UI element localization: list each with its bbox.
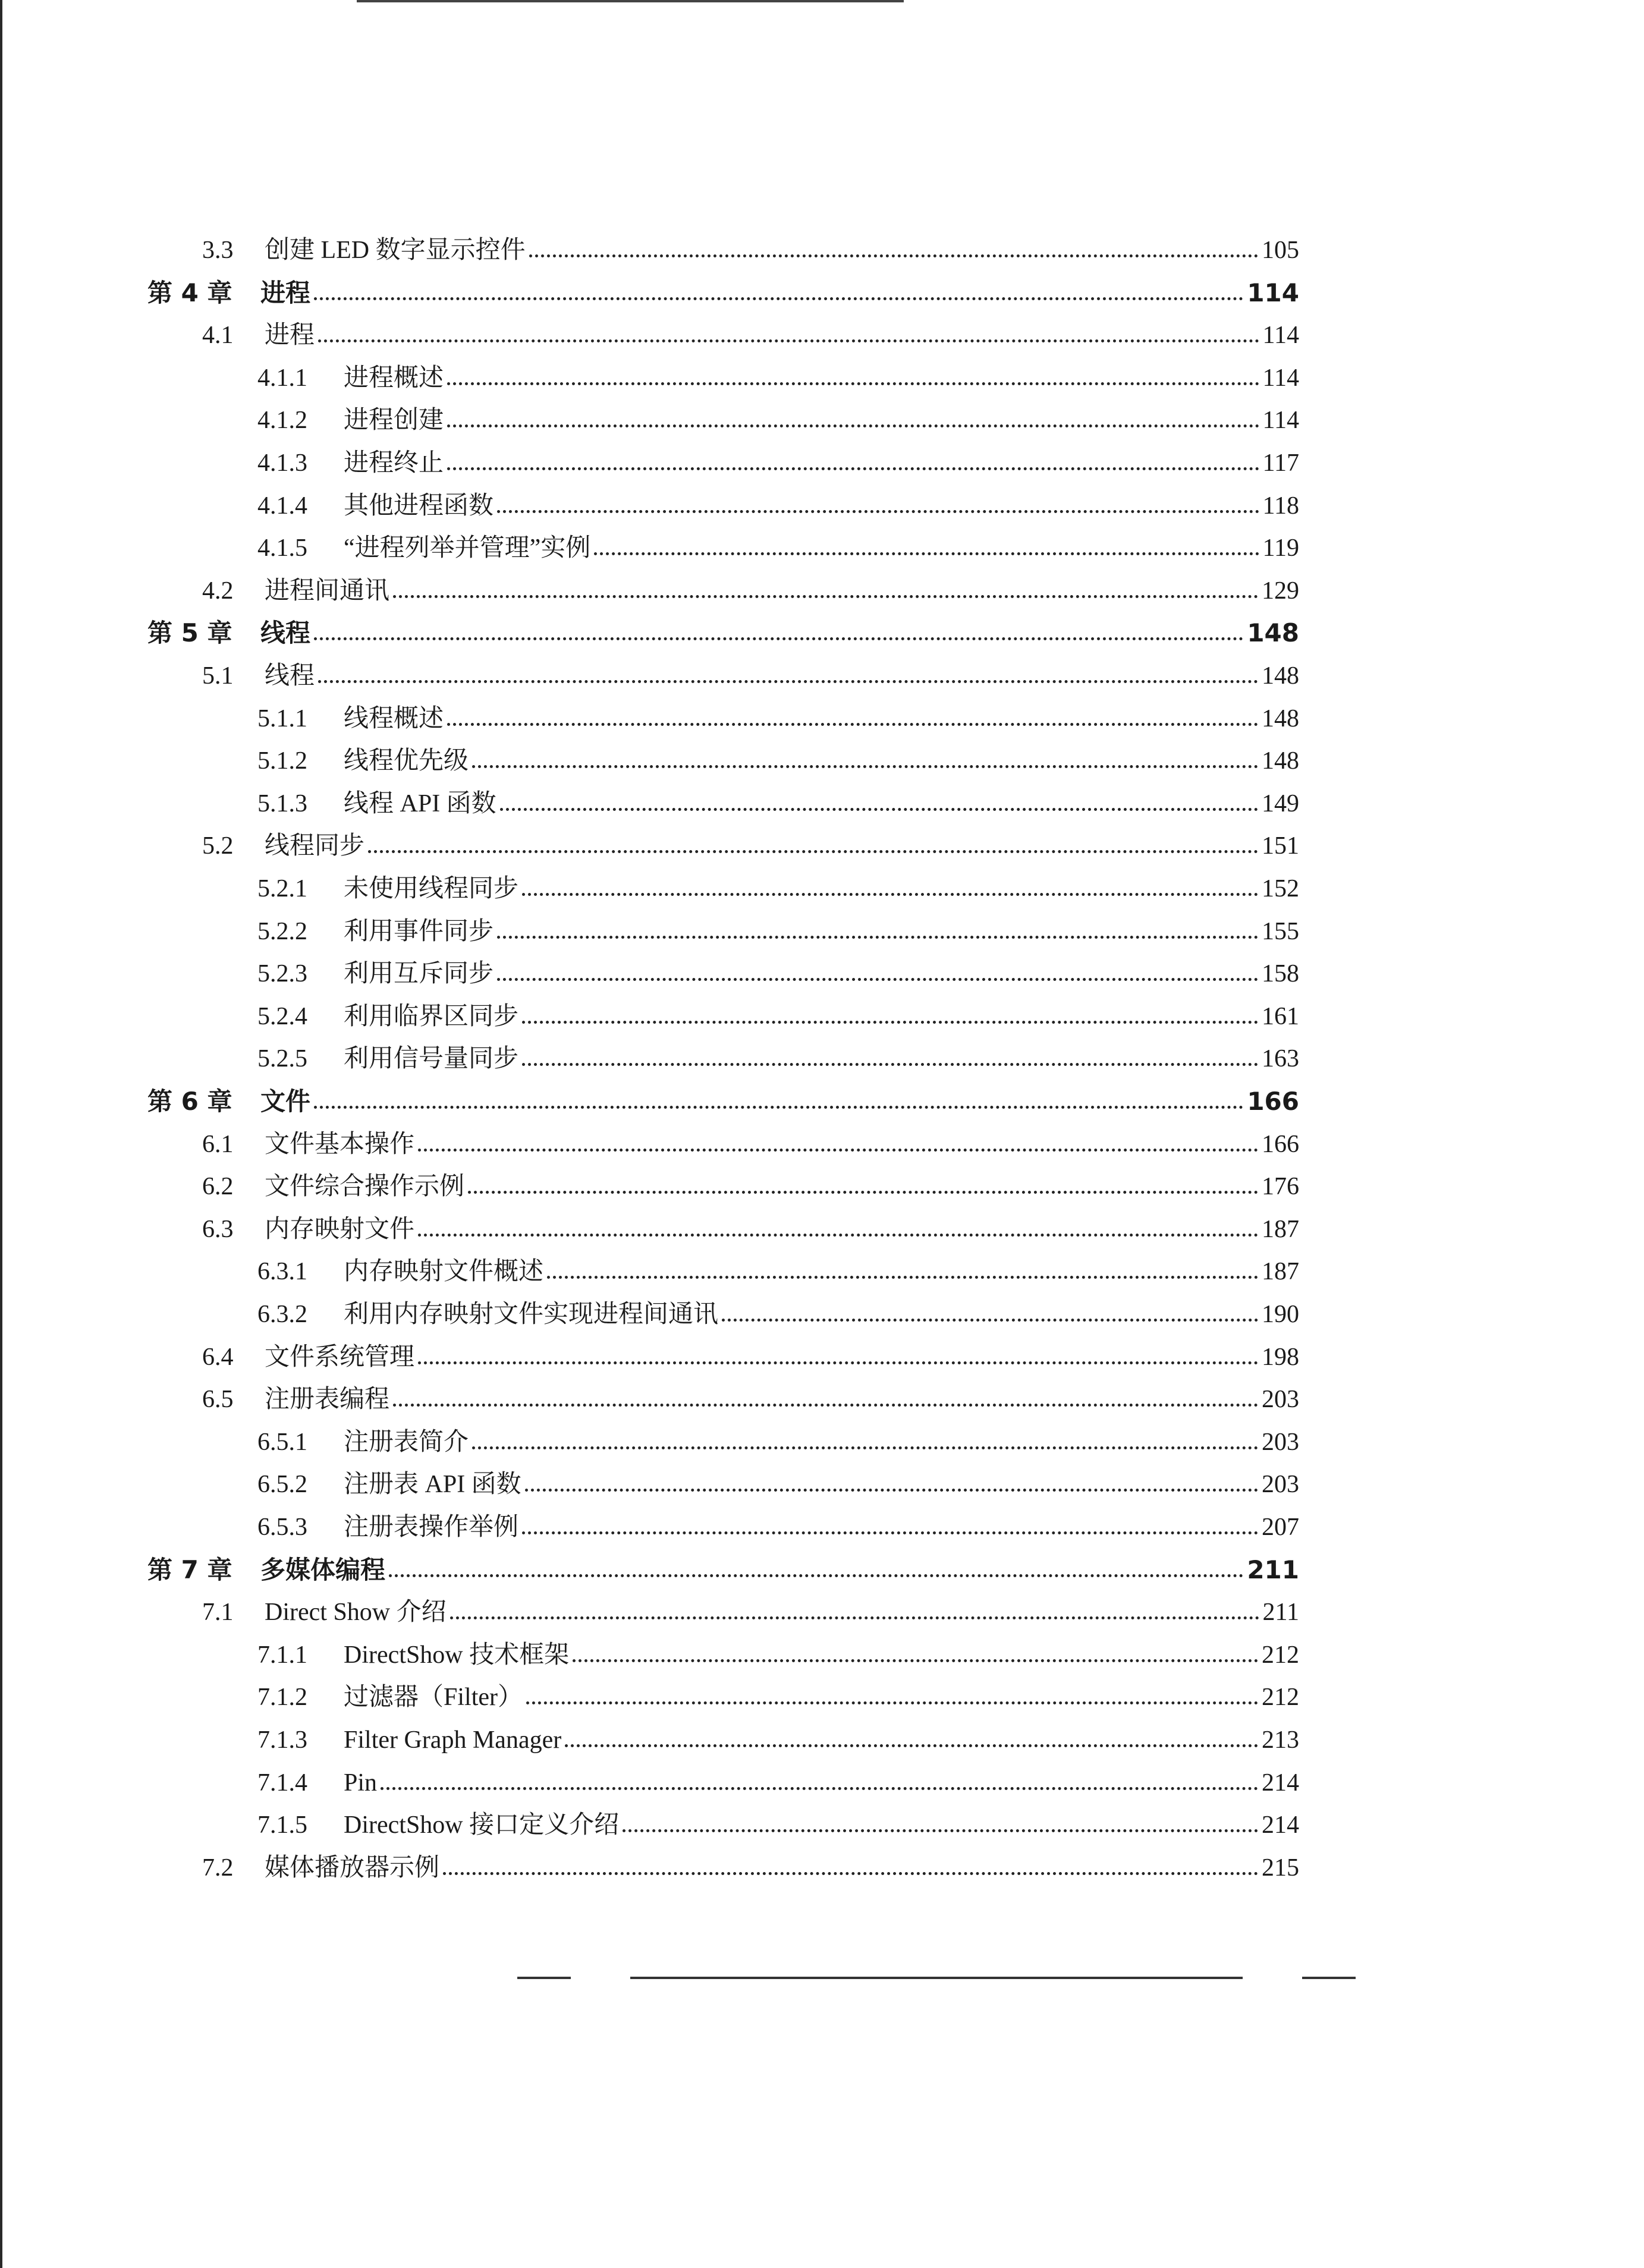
- toc-entry-sub: [0, 390, 1299, 433]
- toc-entry-page-number: 207: [1262, 1514, 1299, 1541]
- toc-dot-leader: [522, 893, 1258, 896]
- toc-dot-leader: [418, 1149, 1258, 1152]
- toc-entry-number: 3.3: [202, 237, 234, 264]
- toc-entry-number: 5.1.2: [257, 747, 307, 775]
- toc-entry-section: [0, 1838, 1299, 1880]
- toc-dot-leader: [447, 424, 1259, 427]
- toc-dot-leader: [314, 297, 1243, 300]
- toc-entry-number: 第 6 章: [147, 1087, 232, 1116]
- toc-entry-section: [0, 1327, 1299, 1370]
- toc-entry-page-number: 163: [1262, 1045, 1299, 1073]
- toc-entry-chapter: [0, 263, 1299, 306]
- toc-entry-number: 4.1: [202, 322, 234, 350]
- toc-entry-section: [0, 1156, 1299, 1199]
- toc-entry-title: 利用信号量同步: [344, 1045, 519, 1073]
- toc-entry-number: 5.2.5: [257, 1045, 307, 1073]
- toc-entry-sub: [0, 518, 1299, 561]
- toc-entry-number: 6.5.1: [257, 1428, 307, 1456]
- toc-entry-sub: [0, 476, 1299, 518]
- toc-entry-title: 注册表编程: [265, 1386, 390, 1414]
- toc-entry-section: [0, 646, 1299, 688]
- toc-entry-sub: [0, 858, 1299, 901]
- toc-entry-number: 6.3.2: [257, 1301, 307, 1328]
- scan-artifact-top-line: [357, 0, 904, 2]
- toc-entry-number: 第 5 章: [147, 618, 232, 648]
- scan-artifact-bottom-line: [1302, 1977, 1356, 1979]
- toc-entry-sub: [0, 1412, 1299, 1455]
- toc-dot-leader: [522, 1063, 1258, 1066]
- toc-dot-leader: [565, 1744, 1258, 1747]
- toc-dot-leader: [450, 1616, 1259, 1619]
- toc-entry-title: 文件: [260, 1087, 311, 1116]
- toc-entry-title: 线程优先级: [344, 747, 469, 775]
- toc-dot-leader: [447, 467, 1259, 470]
- toc-entry-page-number: 148: [1247, 618, 1299, 648]
- toc-entry-sub: [0, 1753, 1299, 1795]
- toc-entry-page-number: 129: [1262, 577, 1299, 605]
- toc-entry-page-number: 166: [1262, 1130, 1299, 1158]
- toc-entry-number: 4.1.2: [257, 407, 307, 435]
- toc-dot-leader: [497, 936, 1258, 939]
- toc-entry-page-number: 187: [1262, 1215, 1299, 1243]
- toc-entry-number: 7.1.3: [257, 1726, 307, 1754]
- toc-entry-sub: [0, 1284, 1299, 1327]
- toc-entry-chapter: [0, 603, 1299, 646]
- toc-entry-sub: [0, 1667, 1299, 1710]
- toc-entry-title: 进程终止: [344, 449, 444, 477]
- toc-entry-title: 利用事件同步: [344, 917, 494, 945]
- toc-entry-sub: [0, 1625, 1299, 1668]
- toc-dot-leader: [526, 1701, 1258, 1704]
- toc-entry-page-number: 158: [1262, 960, 1299, 988]
- toc-dot-leader: [418, 1361, 1258, 1364]
- toc-entry-page-number: 211: [1262, 1599, 1299, 1627]
- toc-entry-number: 5.2.1: [257, 875, 307, 902]
- toc-entry-sub: [0, 688, 1299, 731]
- toc-entry-title: DirectShow 技术框架: [344, 1641, 570, 1669]
- toc-entry-sub: [0, 348, 1299, 391]
- toc-entry-sub: [0, 731, 1299, 773]
- toc-dot-leader: [443, 1872, 1258, 1875]
- toc-entry-page-number: 148: [1262, 662, 1299, 690]
- toc-dot-leader: [497, 510, 1259, 513]
- toc-entry-page-number: 198: [1262, 1343, 1299, 1371]
- toc-entry-page-number: 213: [1262, 1726, 1299, 1754]
- toc-entry-sub: [0, 901, 1299, 944]
- toc-dot-leader: [623, 1829, 1258, 1832]
- toc-entry-number: 4.1.4: [257, 492, 307, 520]
- toc-entry-title: 利用内存映射文件实现进程间通讯: [344, 1301, 719, 1328]
- toc-entry-sub: [0, 986, 1299, 1029]
- toc-entry-title: 进程: [260, 278, 311, 307]
- toc-entry-title: 文件系统管理: [265, 1343, 415, 1371]
- toc-dot-leader: [447, 382, 1259, 385]
- toc-dot-leader: [573, 1659, 1258, 1662]
- toc-entry-number: 4.1.3: [257, 449, 307, 477]
- toc-entry-page-number: 212: [1262, 1641, 1299, 1669]
- toc-dot-leader: [314, 637, 1243, 640]
- toc-entry-page-number: 114: [1262, 407, 1299, 435]
- toc-dot-leader: [418, 1234, 1258, 1237]
- toc-entry-number: 6.4: [202, 1343, 234, 1371]
- scan-artifact-bottom-line: [630, 1977, 1243, 1979]
- toc-entry-title: 线程同步: [265, 832, 365, 860]
- toc-entry-number: 6.3: [202, 1215, 234, 1243]
- toc-dot-leader: [447, 723, 1258, 726]
- toc-entry-section: [0, 305, 1299, 348]
- toc-entry-page-number: 114: [1262, 322, 1299, 350]
- toc-entry-page-number: 114: [1262, 364, 1299, 392]
- toc-entry-page-number: 151: [1262, 832, 1299, 860]
- toc-entry-chapter: [0, 1071, 1299, 1114]
- toc-entry-section: [0, 1369, 1299, 1412]
- toc-entry-page-number: 152: [1262, 875, 1299, 902]
- toc-dot-leader: [393, 1404, 1258, 1407]
- toc-entry-page-number: 118: [1262, 492, 1299, 520]
- toc-entry-page-number: 148: [1262, 747, 1299, 775]
- toc-entry-number: 7.1.1: [257, 1641, 307, 1669]
- toc-entry-title: “进程列举并管理”实例: [344, 534, 591, 562]
- toc-entry-title: 进程创建: [344, 407, 444, 435]
- toc-entry-number: 4.2: [202, 577, 234, 605]
- toc-entry-sub: [0, 1710, 1299, 1753]
- toc-entry-sub: [0, 943, 1299, 986]
- toc-entry-title: 线程 API 函数: [344, 789, 496, 817]
- toc-entry-number: 7.2: [202, 1854, 234, 1882]
- toc-dot-leader: [522, 1531, 1258, 1534]
- toc-entry-page-number: 149: [1262, 789, 1299, 817]
- toc-entry-sub: [0, 773, 1299, 816]
- toc-dot-leader: [318, 680, 1258, 683]
- toc-entry-title: 注册表 API 函数: [344, 1471, 521, 1499]
- toc-dot-leader: [722, 1319, 1258, 1322]
- toc-entry-page-number: 212: [1262, 1684, 1299, 1712]
- scan-artifact-bottom-line: [517, 1977, 571, 1979]
- toc-entry-title: 注册表简介: [344, 1428, 469, 1456]
- toc-dot-leader: [547, 1276, 1258, 1279]
- toc-entry-number: 6.5.3: [257, 1514, 307, 1541]
- toc-entry-title: 过滤器（Filter）: [344, 1684, 523, 1712]
- toc-entry-title: 注册表操作举例: [344, 1514, 519, 1541]
- toc-entry-number: 5.1.3: [257, 789, 307, 817]
- toc-entry-page-number: 190: [1262, 1301, 1299, 1328]
- toc-dot-leader: [468, 1191, 1258, 1194]
- toc-entry-title: 进程概述: [344, 364, 444, 392]
- toc-entry-title: Filter Graph Manager: [344, 1726, 562, 1754]
- toc-entry-page-number: 105: [1262, 237, 1299, 264]
- toc-entry-number: 第 7 章: [147, 1555, 232, 1584]
- toc-entry-page-number: 117: [1262, 449, 1299, 477]
- toc-entry-page-number: 166: [1247, 1087, 1299, 1116]
- toc-dot-leader: [314, 1106, 1243, 1109]
- toc-entry-title: 线程: [265, 662, 315, 690]
- toc-entry-number: 6.5: [202, 1386, 234, 1414]
- toc-entry-number: 5.2.3: [257, 960, 307, 988]
- toc-entry-page-number: 203: [1262, 1471, 1299, 1499]
- toc-entry-page-number: 187: [1262, 1258, 1299, 1286]
- toc-entry-title: 其他进程函数: [344, 492, 494, 520]
- toc-entry-title: 文件基本操作: [265, 1130, 415, 1158]
- toc-dot-leader: [500, 808, 1258, 811]
- toc-entry-title: 创建 LED 数字显示控件: [265, 237, 526, 264]
- toc-entry-title: 利用临界区同步: [344, 1002, 519, 1030]
- toc-dot-leader: [381, 1787, 1258, 1790]
- toc-entry-title: 未使用线程同步: [344, 875, 519, 902]
- toc-entry-number: 5.1: [202, 662, 234, 690]
- toc-dot-leader: [318, 339, 1259, 342]
- toc-entry-page-number: 114: [1247, 278, 1299, 307]
- toc-entry-title: Pin: [344, 1769, 378, 1797]
- toc-entry-sub: [0, 1795, 1299, 1838]
- toc-entry-sub: [0, 433, 1299, 476]
- toc-entry-number: 6.5.2: [257, 1471, 307, 1499]
- toc-entry-number: 4.1.5: [257, 534, 307, 562]
- toc-entry-title: 线程概述: [344, 704, 444, 732]
- toc-entry-section: [0, 220, 1299, 263]
- toc-entry-section: [0, 1199, 1299, 1242]
- toc-entry-number: 7.1: [202, 1599, 234, 1627]
- toc-entry-title: Direct Show 介绍: [265, 1599, 447, 1627]
- toc-dot-leader: [525, 1489, 1258, 1492]
- toc-entry-title: 文件综合操作示例: [265, 1173, 465, 1201]
- toc-entry-number: 6.1: [202, 1130, 234, 1158]
- toc-dot-leader: [529, 254, 1258, 257]
- toc-entry-title: 利用互斥同步: [344, 960, 494, 988]
- toc-entry-title: 媒体播放器示例: [265, 1854, 440, 1882]
- toc-dot-leader: [368, 850, 1258, 853]
- toc-dot-leader: [472, 1446, 1258, 1449]
- toc-entry-number: 5.2: [202, 832, 234, 860]
- toc-dot-leader: [594, 552, 1259, 555]
- toc-dot-leader: [522, 1021, 1258, 1024]
- toc-entry-page-number: 211: [1247, 1555, 1299, 1584]
- toc-entry-sub: [0, 1497, 1299, 1540]
- toc-entry-title: 内存映射文件概述: [344, 1258, 544, 1286]
- toc-entry-page-number: 155: [1262, 917, 1299, 945]
- toc-entry-number: 4.1.1: [257, 364, 307, 392]
- toc-entry-sub: [0, 1454, 1299, 1497]
- toc-entry-number: 7.1.2: [257, 1684, 307, 1712]
- toc-entry-section: [0, 1582, 1299, 1625]
- toc-entry-page-number: 203: [1262, 1428, 1299, 1456]
- toc-entry-page-number: 214: [1262, 1811, 1299, 1839]
- toc-entry-page-number: 176: [1262, 1173, 1299, 1201]
- toc-entry-number: 第 4 章: [147, 278, 232, 307]
- toc-entry-page-number: 148: [1262, 704, 1299, 732]
- toc-entry-page-number: 203: [1262, 1386, 1299, 1414]
- toc-entry-title: 进程间通讯: [265, 577, 390, 605]
- toc-entry-section: [0, 1114, 1299, 1157]
- toc-entry-section: [0, 561, 1299, 603]
- toc-entry-page-number: 215: [1262, 1854, 1299, 1882]
- toc-entry-page-number: 119: [1262, 534, 1299, 562]
- toc-entry-chapter: [0, 1540, 1299, 1583]
- toc-entry-title: 线程: [260, 618, 311, 648]
- toc-entry-number: 5.1.1: [257, 704, 307, 732]
- toc-entry-title: DirectShow 接口定义介绍: [344, 1811, 620, 1839]
- toc-entry-page-number: 214: [1262, 1769, 1299, 1797]
- toc-dot-leader: [393, 595, 1258, 598]
- toc-entry-title: 内存映射文件: [265, 1215, 415, 1243]
- toc-entry-number: 5.2.2: [257, 917, 307, 945]
- toc-entry-number: 7.1.5: [257, 1811, 307, 1839]
- toc-entry-number: 7.1.4: [257, 1769, 307, 1797]
- toc-entry-sub: [0, 1028, 1299, 1071]
- toc-entry-number: 6.3.1: [257, 1258, 307, 1286]
- toc-entry-number: 5.2.4: [257, 1002, 307, 1030]
- toc-entry-sub: [0, 1241, 1299, 1284]
- toc-dot-leader: [472, 765, 1258, 768]
- toc-entry-title: 进程: [265, 322, 315, 350]
- toc-entry-page-number: 161: [1262, 1002, 1299, 1030]
- toc-dot-leader: [497, 978, 1258, 981]
- toc-entry-section: [0, 816, 1299, 858]
- toc-dot-leader: [389, 1574, 1243, 1577]
- toc-entry-number: 6.2: [202, 1173, 234, 1201]
- toc-entry-title: 多媒体编程: [260, 1555, 386, 1584]
